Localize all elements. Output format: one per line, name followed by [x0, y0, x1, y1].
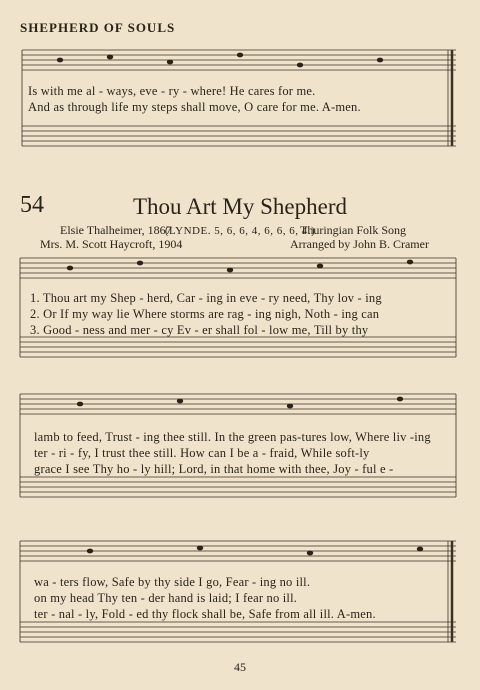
system3-verse-1: wa - ters flow, Safe by thy side I go, Fear - ing no ill.: [34, 575, 311, 589]
page-number: 45: [234, 660, 246, 674]
hymn-number: 54: [20, 192, 44, 218]
source-credit: Thuringian Folk Song: [300, 223, 407, 237]
translator-credit: Mrs. M. Scott Haycroft, 1904: [40, 237, 183, 251]
tune-meter: (LYNDE. 5, 6, 6, 4, 6, 6, 6, 4.): [164, 225, 316, 237]
system1-verse-1: 1. Thou art my Shep - herd, Car - ing in eve - ry need, Thy lov - ing: [30, 291, 382, 305]
author-credit: Elsie Thalheimer, 1867: [60, 223, 172, 237]
system1-verse-2: 2. Or If my way lie Where storms are rag - ing nigh, Noth - ing can: [30, 307, 380, 321]
arranger-credit: Arranged by John B. Cramer: [290, 237, 429, 251]
system1-verse-3: 3. Good - ness and mer - cy Ev - er shall fol - low me, Till by thy: [30, 323, 369, 337]
top-lyric-line-1: Is with me al - ways, eve - ry - where! He cares for me.: [28, 84, 316, 98]
top-lyric-line-2: And as through life my steps shall move, O care for me. A-men.: [28, 100, 361, 114]
hymn-title: Thou Art My Shepherd: [132, 194, 347, 219]
system3-verse-2: on my head Thy ten - der hand is laid; I fear no ill.: [34, 591, 298, 605]
system3-verse-3: ter - nal - ly, Fold - ed thy flock shall be, Safe from all ill. A-men.: [34, 607, 376, 621]
running-head: SHEPHERD OF SOULS: [20, 20, 176, 35]
system2-verse-3: grace I see Thy ho - ly hill; Lord, in that home with thee, Joy - ful e -: [34, 462, 394, 476]
system2-verse-2: ter - ri - fy, I trust thee still. How can I be a - fraid, While soft-ly: [34, 446, 370, 460]
system2-verse-1: lamb to feed, Trust - ing thee still. In the green pas-tures low, Where liv -ing: [34, 430, 431, 444]
